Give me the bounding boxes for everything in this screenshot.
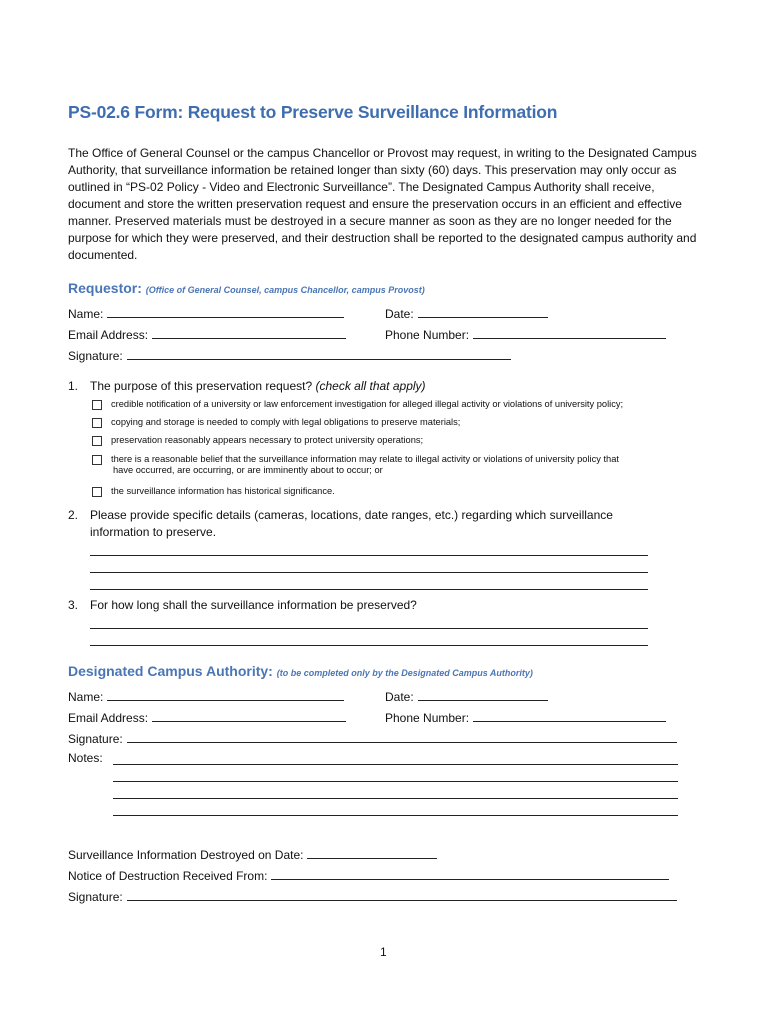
authority-date-row bbox=[385, 688, 548, 704]
requestor-phone-label: Phone Number: bbox=[385, 328, 470, 342]
authority-signature-field[interactable] bbox=[127, 730, 677, 743]
requestor-date-field[interactable] bbox=[418, 305, 548, 318]
question-1 bbox=[68, 379, 426, 393]
notice-received-field[interactable] bbox=[271, 867, 669, 880]
option-2-checkbox[interactable] bbox=[92, 418, 102, 428]
option-1-label: credible notification of a university or law enforcement investigation for alleged illegal activity or violations of university policy; bbox=[111, 399, 624, 409]
option-2 bbox=[92, 417, 460, 428]
authority-date-label: Date: bbox=[385, 690, 414, 704]
notes-line-2[interactable] bbox=[113, 781, 678, 782]
destroyed-date-field[interactable] bbox=[307, 846, 437, 859]
option-2-label: copying and storage is needed to comply with legal obligations to preserve materials; bbox=[111, 417, 461, 427]
option-1-checkbox[interactable] bbox=[92, 400, 102, 410]
option-5-checkbox[interactable] bbox=[92, 487, 102, 497]
requestor-heading bbox=[68, 280, 425, 296]
notes-line-3[interactable] bbox=[113, 798, 678, 799]
question-2-number: 2. bbox=[68, 508, 79, 522]
notes-line-4[interactable] bbox=[113, 815, 678, 816]
authority-heading-label: Designated Campus Authority: bbox=[68, 663, 273, 679]
requestor-date-label: Date: bbox=[385, 307, 414, 321]
requestor-subheading: (Office of General Counsel, campus Chancellor, campus Provost) bbox=[145, 285, 425, 295]
question-3 bbox=[68, 598, 417, 612]
requestor-date-row bbox=[385, 305, 548, 321]
option-3-checkbox[interactable] bbox=[92, 436, 102, 446]
notes-line-1[interactable] bbox=[113, 764, 678, 765]
intro-paragraph: The Office of General Counsel or the campus Chancellor or Provost may request, in writing to the Designated Campus Authority, that surveillance information be retained longer than sixty (60) days. This preservation may only occur as outlined in “PS-02 Policy - Video and Electronic Surveillance”. The Designated Campus Authority shall receive, document and store the written preservation request and ensure the preservation occurs in an efficient and effective manner. Preserved materials must be destroyed in a secure manner as soon as they are no longer needed for the purpose for which they were preserved, and their destruction shall be reported to the designated campus authority and documented. bbox=[68, 146, 697, 262]
option-4 bbox=[92, 454, 619, 475]
authority-date-field[interactable] bbox=[418, 688, 548, 701]
option-5-label: the surveillance information has historical significance. bbox=[111, 486, 335, 496]
requestor-email-field[interactable] bbox=[152, 326, 346, 339]
requestor-signature-row bbox=[68, 347, 511, 363]
requestor-email-row bbox=[68, 326, 346, 342]
option-1 bbox=[92, 399, 623, 410]
question-2-text: Please provide specific details (cameras, locations, date ranges, etc.) regarding which surveillance information to preserve. bbox=[90, 508, 613, 539]
requestor-signature-field[interactable] bbox=[127, 347, 511, 360]
destruction-signature-row bbox=[68, 888, 677, 904]
destroyed-date-row bbox=[68, 846, 437, 862]
page-title: PS-02.6 Form: Request to Preserve Surveillance Information bbox=[68, 102, 558, 122]
option-4-checkbox[interactable] bbox=[92, 455, 102, 465]
authority-phone-field[interactable] bbox=[473, 709, 666, 722]
authority-signature-label: Signature: bbox=[68, 732, 123, 746]
authority-phone-row bbox=[385, 709, 666, 725]
requestor-name-field[interactable] bbox=[107, 305, 344, 318]
question-3-answer-line-2[interactable] bbox=[90, 645, 648, 646]
option-4-label: there is a reasonable belief that the surveillance information may relate to illegal activity or violations of university policy that bbox=[111, 454, 619, 464]
question-3-text: For how long shall the surveillance information be preserved? bbox=[90, 598, 417, 612]
destruction-signature-field[interactable] bbox=[127, 888, 677, 901]
requestor-signature-label: Signature: bbox=[68, 349, 123, 363]
destroyed-date-label: Surveillance Information Destroyed on Date: bbox=[68, 848, 304, 862]
question-1-number: 1. bbox=[68, 379, 79, 393]
authority-notes-label: Notes: bbox=[68, 751, 103, 765]
authority-email-row bbox=[68, 709, 346, 725]
requestor-phone-field[interactable] bbox=[473, 326, 666, 339]
authority-heading bbox=[68, 663, 533, 679]
question-3-number: 3. bbox=[68, 598, 79, 612]
authority-subheading: (to be completed only by the Designated Campus Authority) bbox=[276, 668, 533, 678]
question-2-answer-line-2[interactable] bbox=[90, 572, 648, 573]
authority-email-label: Email Address: bbox=[68, 711, 149, 725]
requestor-email-label: Email Address: bbox=[68, 328, 149, 342]
option-3-label: preservation reasonably appears necessary to protect university operations; bbox=[111, 435, 424, 445]
authority-name-label: Name: bbox=[68, 690, 104, 704]
notice-received-label: Notice of Destruction Received From: bbox=[68, 869, 268, 883]
requestor-heading-label: Requestor: bbox=[68, 280, 142, 296]
authority-notes-row bbox=[68, 751, 103, 765]
requestor-name-row bbox=[68, 305, 344, 321]
option-3 bbox=[92, 435, 423, 446]
authority-phone-label: Phone Number: bbox=[385, 711, 470, 725]
question-1-text: The purpose of this preservation request? bbox=[90, 379, 313, 393]
option-4-continuation: have occurred, are occurring, or are imminently about to occur; or bbox=[113, 465, 383, 475]
authority-name-row bbox=[68, 688, 344, 704]
requestor-phone-row bbox=[385, 326, 666, 342]
destruction-signature-label: Signature: bbox=[68, 890, 123, 904]
question-2-answer-line-3[interactable] bbox=[90, 589, 648, 590]
requestor-name-label: Name: bbox=[68, 307, 104, 321]
question-2-answer-line-1[interactable] bbox=[90, 555, 648, 556]
question-3-answer-line-1[interactable] bbox=[90, 628, 648, 629]
question-1-hint: (check all that apply) bbox=[315, 379, 426, 393]
authority-signature-row bbox=[68, 730, 677, 746]
notice-received-row bbox=[68, 867, 669, 883]
authority-email-field[interactable] bbox=[152, 709, 346, 722]
page-number: 1 bbox=[380, 945, 387, 959]
option-5 bbox=[92, 486, 335, 497]
authority-name-field[interactable] bbox=[107, 688, 344, 701]
